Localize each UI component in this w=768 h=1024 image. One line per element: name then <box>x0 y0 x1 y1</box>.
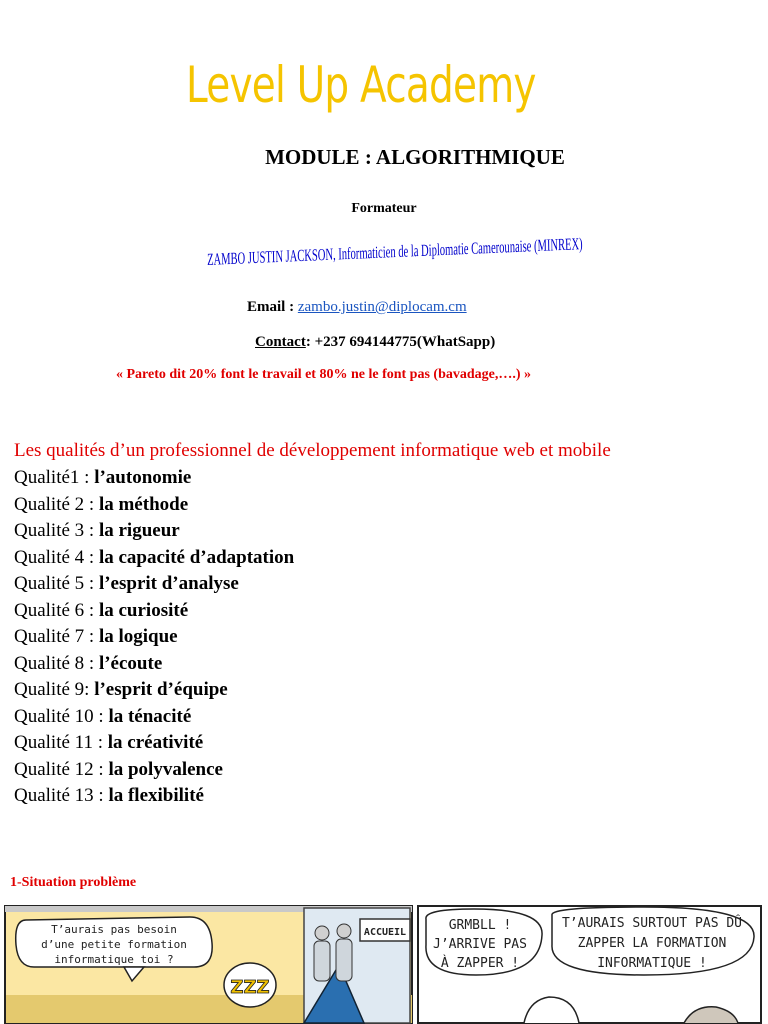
quality-value: la ténacité <box>108 705 192 727</box>
comic-panel-2 <box>418 906 761 1023</box>
list-item <box>14 679 294 706</box>
quality-label: Qualité 7 : <box>14 626 99 647</box>
contact-line <box>255 334 495 351</box>
comic-text: À ZAPPER ! <box>440 956 520 971</box>
quality-label: Qualité1 : <box>14 467 95 488</box>
contact-label: Contact <box>255 334 306 350</box>
qualities-title: Les qualités d’un professionnel de développement informatique web et mobile <box>14 440 611 461</box>
comic-text: T’AURAIS SURTOUT PAS DÛ <box>561 916 743 931</box>
quality-value: l’autonomie <box>94 467 192 488</box>
quality-value: la créativité <box>107 732 204 753</box>
list-item <box>14 600 294 627</box>
quality-value: la méthode <box>98 493 189 515</box>
quality-label: Qualité 11 : <box>14 732 108 753</box>
pareto-quote: « Pareto dit 20% font le travail et 80% ne le font pas (bavadage,….) » <box>116 367 532 382</box>
quality-label: Qualité 2 : <box>14 493 99 515</box>
quality-value: la curiosité <box>98 599 189 621</box>
formateur-label: Formateur <box>351 201 417 216</box>
quality-label: Qualité 5 : <box>14 573 99 594</box>
comic-text: INFORMATIQUE ! <box>597 956 707 971</box>
quality-value: la capacité d’adaptation <box>98 546 295 568</box>
quality-label: Qualité 4 : <box>14 546 99 568</box>
list-item <box>14 626 294 653</box>
quality-value: la polyvalence <box>108 758 223 780</box>
email-label: Email : <box>247 299 298 315</box>
quality-value: la rigueur <box>98 520 180 541</box>
list-item <box>14 732 294 759</box>
list-item <box>14 759 294 786</box>
list-item <box>14 785 294 812</box>
list-item <box>14 653 294 680</box>
section-title: 1-Situation problème <box>10 875 137 890</box>
comic-text: T’aurais pas besoin <box>51 923 177 936</box>
comic-text: d’une petite formation <box>41 938 187 951</box>
quality-value: l’écoute <box>98 652 163 674</box>
list-item <box>14 573 294 600</box>
quality-label: Qualité 12 : <box>14 758 109 780</box>
snore-text: ZZZ <box>230 977 270 998</box>
comic-sign: ACCUEIL <box>363 927 407 938</box>
list-item <box>14 467 294 494</box>
quality-value: l’esprit d’équipe <box>94 679 228 700</box>
list-item <box>14 494 294 521</box>
brand-title: Level Up Academy <box>186 56 536 114</box>
quality-label: Qualité 10 : <box>14 705 109 727</box>
quality-value: l’esprit d’analyse <box>98 573 239 594</box>
module-title: MODULE : ALGORITHMIQUE <box>265 145 565 169</box>
qualities-list <box>14 467 294 812</box>
comic-illustration <box>4 905 762 1024</box>
quality-label: Qualité 6 : <box>14 599 99 621</box>
comic-text: GRMBLL ! <box>448 918 512 933</box>
quality-label: Qualité 13 : <box>14 785 109 806</box>
contact-value: : +237 694144775(WhatSapp) <box>305 334 496 350</box>
list-item <box>14 547 294 574</box>
list-item <box>14 520 294 547</box>
quality-label: Qualité 8 : <box>14 652 99 674</box>
email-link[interactable]: zambo.justin@diplocam.cm <box>297 299 467 315</box>
email-line <box>247 299 467 316</box>
list-item <box>14 706 294 733</box>
comic-text: informatique toi ? <box>54 953 174 966</box>
comic-text: ZAPPER LA FORMATION <box>577 936 727 951</box>
quality-label: Qualité 3 : <box>14 520 99 541</box>
quality-value: la flexibilité <box>108 785 204 806</box>
quality-value: la logique <box>98 626 178 647</box>
quality-label: Qualité 9: <box>14 679 95 700</box>
comic-strip <box>4 905 762 1024</box>
comic-text: J’ARRIVE PAS <box>433 937 527 952</box>
trainer-name: ZAMBO JUSTIN JACKSON, Informaticien de la Diplomatie Camerounaise (MINREX) <box>207 234 583 269</box>
comic-panel-1 <box>5 906 412 1023</box>
